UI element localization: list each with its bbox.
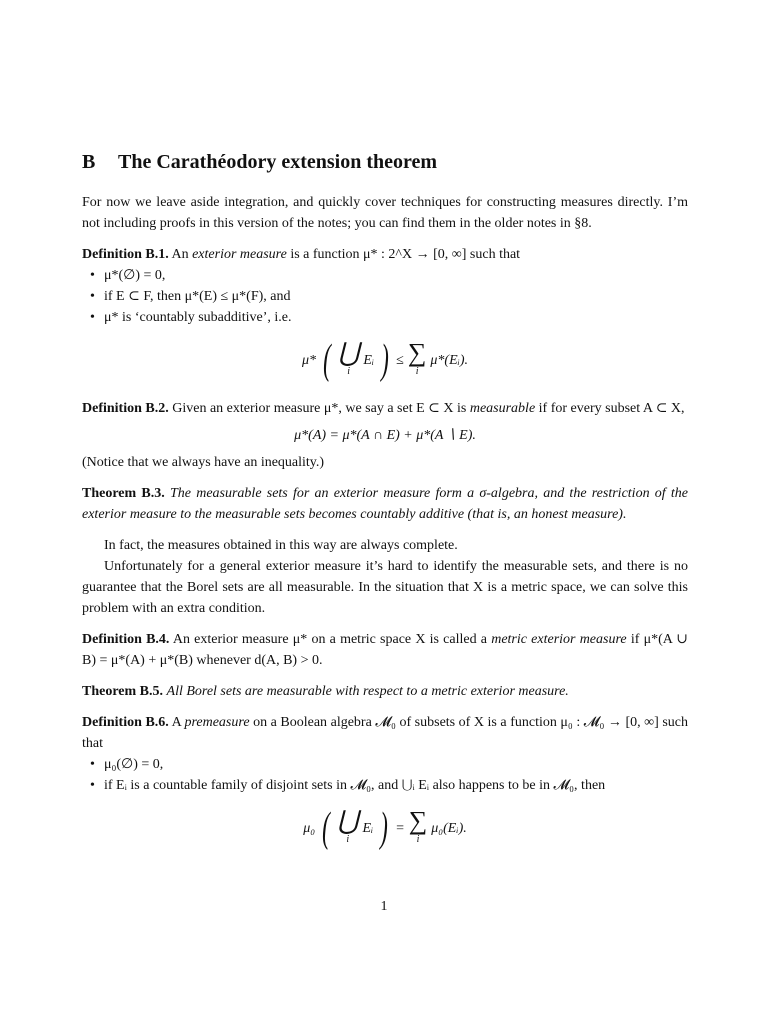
sum-operator: ∑ i	[407, 338, 427, 377]
intro-paragraph: For now we leave aside integration, and quickly cover techniques for constructing measures directly. I’m not including proofs in this version of the notes; you can find them in the older notes in §8.	[82, 195, 688, 231]
eq-term: μ*(Eᵢ).	[430, 352, 468, 368]
theorem-label: Theorem B.3.	[82, 486, 165, 501]
page-number: 1	[380, 899, 388, 914]
note-text: (Notice that we always have an inequality.)	[82, 455, 325, 470]
display-equation: μ₀ ( ⋃ i Eᵢ ) = ∑ i μ₀(Eᵢ).	[303, 805, 467, 851]
eq-term: μ₀	[303, 820, 316, 836]
definition-label: Definition B.4.	[82, 632, 170, 647]
union-operator: ⋃ i	[338, 338, 360, 377]
page-content	[82, 148, 688, 860]
definition-text: is a function μ* : 2^X → [0, ∞] such that	[290, 247, 521, 262]
sum-operator: ∑ i	[408, 806, 428, 845]
definition-text: An exterior measure μ* on a metric space X is called a	[172, 632, 488, 647]
list-item: • μ*(∅) = 0,	[104, 265, 688, 286]
theorem-text: All Borel sets are measurable with respect to a metric exterior measure.	[166, 684, 569, 699]
list-item: • μ* is ‘countably subadditive’, i.e.	[104, 307, 688, 328]
eq-term: μ*	[302, 352, 317, 368]
paragraph: In fact, the measures obtained in this way are always complete.	[104, 538, 458, 553]
definition-b1	[82, 244, 688, 388]
definition-b4	[82, 629, 688, 671]
list-item: • if E ⊂ F, then μ*(E) ≤ μ*(F), and	[104, 286, 688, 307]
eq-term: Eᵢ	[362, 820, 374, 836]
display-equation: μ*(A) = μ*(A ∩ E) + μ*(A ∖ E).	[294, 428, 476, 443]
union-operator: ⋃ i	[337, 806, 359, 845]
eq-relation: =	[395, 820, 405, 836]
definition-label: Definition B.1.	[82, 247, 169, 262]
definition-label: Definition B.2.	[82, 401, 169, 416]
paragraph: Unfortunately for a general exterior measure it’s hard to identify the measurable sets, and there is no guarantee that the Borel sets are all measurable. In the situation that X is a metric space, we can solve this problem with an extra condition.	[82, 559, 688, 616]
defined-term: metric exterior measure	[491, 632, 627, 647]
defined-term: exterior measure	[192, 247, 287, 262]
eq-term: μ₀(Eᵢ).	[431, 820, 467, 836]
eq-term: Eᵢ	[363, 352, 375, 368]
condition-list	[82, 754, 688, 796]
theorem-b3	[82, 483, 688, 525]
display-equation: μ* ( ⋃ i Eᵢ ) ≤ ∑ i μ*(Eᵢ).	[302, 337, 468, 383]
definition-label: Definition B.6.	[82, 715, 169, 730]
discussion	[82, 535, 688, 619]
definition-text: Given an exterior measure μ*, we say a set E ⊂ X is	[172, 401, 467, 416]
definition-text: on a Boolean algebra 𝓜₀ of subsets of X is a function μ₀ : 𝓜₀ → [0, ∞] such that	[82, 715, 689, 751]
defined-term: premeasure	[184, 715, 250, 730]
theorem-label: Theorem B.5.	[82, 684, 164, 699]
definition-text: A	[171, 715, 181, 730]
theorem-text: The measurable sets for an exterior measure form a σ-algebra, and the restriction of the exterior measure to the measurable sets becomes countably additive (that is, an honest measure).	[82, 486, 689, 522]
list-item: • if Eᵢ is a countable family of disjoint sets in 𝓜₀, and ⋃ᵢ Eᵢ also happens to be in 𝓜₀, then	[104, 775, 688, 796]
definition-b6	[82, 712, 688, 856]
definition-text: An	[171, 247, 189, 262]
section-number: B	[82, 151, 96, 173]
definition-text: if μ*(A ∪ B) = μ*(A) + μ*(B) whenever d(A, B) > 0.	[82, 632, 689, 668]
theorem-b5	[82, 681, 688, 702]
eq-relation: ≤	[396, 352, 404, 368]
defined-term: measurable	[469, 401, 536, 416]
section-title: The Carathéodory extension theorem	[118, 151, 438, 173]
condition-list	[82, 265, 688, 328]
list-item: • μ₀(∅) = 0,	[104, 754, 688, 775]
definition-text: if for every subset A ⊂ X,	[538, 401, 685, 416]
definition-b2	[82, 398, 688, 473]
section-heading	[82, 148, 688, 176]
